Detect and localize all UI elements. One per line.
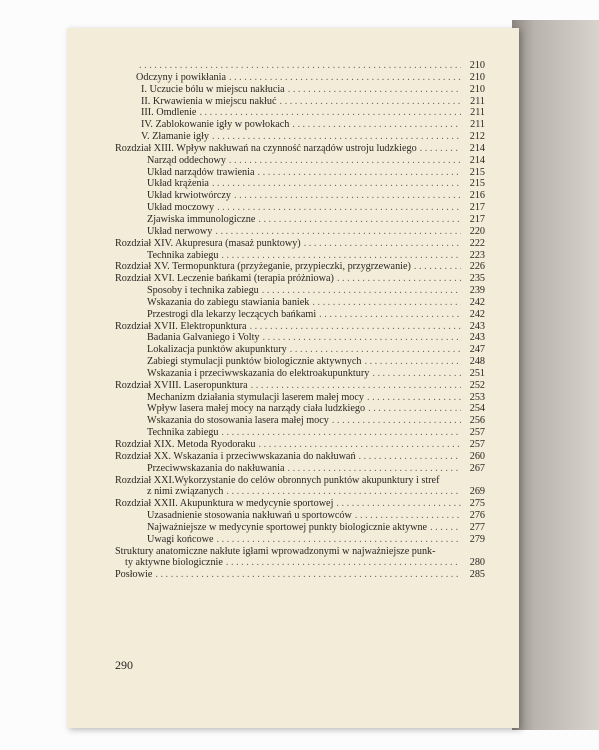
toc-entry bbox=[115, 427, 485, 439]
toc-entry-title: Rozdział XVI. Leczenie bańkami (terapia próżniowa) bbox=[115, 273, 337, 285]
toc-entry-page: 212 bbox=[461, 131, 485, 143]
toc-entry-title: Mechanizm działania stymulacji laserem małej mocy bbox=[147, 392, 367, 404]
toc-entry bbox=[115, 72, 485, 84]
toc-leader-dots bbox=[287, 463, 461, 475]
toc-leader-dots bbox=[367, 392, 461, 404]
toc-entry-page: 226 bbox=[461, 261, 485, 273]
toc-entry bbox=[115, 368, 485, 380]
toc-entry-title: Rozdział XIX. Metoda Ryodoraku bbox=[115, 439, 259, 451]
toc-entry-title: Sposoby i technika zabiegu bbox=[147, 285, 262, 297]
toc-entry bbox=[115, 226, 485, 238]
toc-leader-dots bbox=[420, 143, 461, 155]
toc-entry-page: 253 bbox=[461, 392, 485, 404]
toc-entry bbox=[115, 107, 485, 119]
toc-leader-dots bbox=[221, 427, 461, 439]
toc-entry bbox=[115, 119, 485, 131]
toc-entry-title: Przestrogi dla lekarzy leczących bańkami bbox=[147, 309, 319, 321]
toc-entry-page: 214 bbox=[461, 155, 485, 167]
toc-entry-title: Wpływ lasera małej mocy na narządy ciała ludzkiego bbox=[147, 403, 368, 415]
toc-leader-dots bbox=[337, 273, 461, 285]
toc-entry bbox=[115, 344, 485, 356]
toc-entry-title: Technika zabiegu bbox=[147, 427, 221, 439]
toc-entry-page: 277 bbox=[461, 522, 485, 534]
toc-entry-title: Rozdział XX. Wskazania i przeciwwskazania do nakłuwań bbox=[115, 451, 359, 463]
toc-entry-page: 243 bbox=[461, 332, 485, 344]
toc-entry bbox=[115, 392, 485, 404]
toc-leader-dots bbox=[319, 309, 461, 321]
toc-entry bbox=[115, 155, 485, 167]
toc-entry-page: 267 bbox=[461, 463, 485, 475]
toc-entry bbox=[115, 131, 485, 143]
toc-leader-dots bbox=[212, 131, 461, 143]
toc-entry-page: 242 bbox=[461, 309, 485, 321]
toc-leader-dots bbox=[442, 475, 461, 487]
toc-entry-title: II. Krwawienia w miejscu nakłuć bbox=[141, 96, 280, 108]
toc-entry bbox=[115, 356, 485, 368]
toc-entry-title: Wskazania do stosowania lasera małej mocy bbox=[147, 415, 332, 427]
toc-entry-title: Rozdział XIV. Akupresura (masaż punktowy) bbox=[115, 238, 304, 250]
toc-entry-title: Rozdział XV. Termopunktura (przyżeganie, przypieczki, przygrzewanie) bbox=[115, 261, 414, 273]
toc-entry-page: 275 bbox=[461, 498, 485, 510]
toc-entry-page: 211 bbox=[461, 107, 485, 119]
toc-leader-dots bbox=[199, 107, 461, 119]
toc-leader-dots bbox=[216, 534, 461, 546]
toc-leader-dots bbox=[336, 498, 461, 510]
toc-entry bbox=[115, 498, 485, 510]
toc-entry-title: z nimi związanych bbox=[147, 486, 226, 498]
toc-entry-page: 217 bbox=[461, 214, 485, 226]
toc-entry-title bbox=[136, 60, 139, 72]
toc-entry-title: III. Omdlenie bbox=[141, 107, 199, 119]
toc-leader-dots bbox=[217, 202, 461, 214]
toc-entry bbox=[115, 309, 485, 321]
toc-entry-title: V. Złamanie igły bbox=[141, 131, 212, 143]
toc-leader-dots bbox=[359, 451, 461, 463]
toc-leader-dots bbox=[290, 344, 461, 356]
toc-entry-page: 215 bbox=[461, 167, 485, 179]
toc-leader-dots bbox=[250, 321, 461, 333]
toc-entry-title: Struktury anatomiczne nakłute igłami wprowadzonymi w najważniejsze punk- bbox=[115, 546, 439, 558]
toc-entry-title: Rozdział XVIII. Laseropunktura bbox=[115, 380, 251, 392]
toc-entry-title: Rozdział XXII. Akupunktura w medycynie sportowej bbox=[115, 498, 336, 510]
next-page-edge bbox=[512, 20, 599, 730]
toc-entry bbox=[115, 202, 485, 214]
toc-entry-page: 256 bbox=[461, 415, 485, 427]
toc-leader-dots bbox=[288, 84, 461, 96]
toc-leader-dots bbox=[226, 486, 461, 498]
toc-entry-page: 211 bbox=[461, 96, 485, 108]
toc-entry-page: 257 bbox=[461, 427, 485, 439]
toc-entry-title: Badania Galvaniego i Volty bbox=[147, 332, 263, 344]
toc-entry bbox=[115, 475, 485, 487]
toc-entry bbox=[115, 332, 485, 344]
toc-entry-title: Technika zabiegu bbox=[147, 250, 221, 262]
toc-leader-dots bbox=[258, 214, 461, 226]
toc-entry-page bbox=[461, 475, 485, 487]
toc-entry bbox=[115, 569, 485, 581]
toc-entry-title: Układ krwiotwórczy bbox=[147, 190, 234, 202]
toc-entry-page: 220 bbox=[461, 226, 485, 238]
toc-entry bbox=[115, 522, 485, 534]
toc-entry-page: 222 bbox=[461, 238, 485, 250]
toc-entry-page: 248 bbox=[461, 356, 485, 368]
toc-leader-dots bbox=[280, 96, 461, 108]
toc-entry bbox=[115, 415, 485, 427]
toc-entry-title: Odczyny i powikłania bbox=[136, 72, 229, 84]
toc-entry-title: Zjawiska immunologiczne bbox=[147, 214, 258, 226]
toc-leader-dots bbox=[258, 167, 462, 179]
toc-leader-dots bbox=[263, 332, 461, 344]
toc-leader-dots bbox=[155, 569, 461, 581]
toc-entry-title: Najważniejsze w medycynie sportowej punkty biologicznie aktywne bbox=[147, 522, 430, 534]
toc-entry bbox=[115, 96, 485, 108]
toc-entry bbox=[115, 261, 485, 273]
toc-entry-title: Narząd oddechowy bbox=[147, 155, 229, 167]
toc-leader-dots bbox=[212, 178, 461, 190]
toc-entry-title: Rozdział XIII. Wpływ nakłuwań na czynność narządów ustroju ludzkiego bbox=[115, 143, 420, 155]
toc-entry-title: Wskazania do zabiegu stawiania baniek bbox=[147, 297, 312, 309]
toc-entry-page: 217 bbox=[461, 202, 485, 214]
toc-entry-title: Uwagi końcowe bbox=[147, 534, 216, 546]
toc-entry-page: 257 bbox=[461, 439, 485, 451]
toc-entry-page: 276 bbox=[461, 510, 485, 522]
toc-entry-page: 254 bbox=[461, 403, 485, 415]
toc-leader-dots bbox=[259, 439, 462, 451]
toc-leader-dots bbox=[355, 510, 461, 522]
toc-entry bbox=[115, 451, 485, 463]
toc-entry-title: Posłowie bbox=[115, 569, 155, 581]
table-of-contents bbox=[115, 60, 485, 581]
toc-leader-dots bbox=[414, 261, 461, 273]
toc-entry bbox=[115, 285, 485, 297]
toc-entry-page: 279 bbox=[461, 534, 485, 546]
toc-entry-title: Rozdział XVII. Elektropunktura bbox=[115, 321, 250, 333]
toc-leader-dots bbox=[139, 60, 461, 72]
toc-entry bbox=[115, 84, 485, 96]
toc-entry-page: 280 bbox=[461, 557, 485, 569]
toc-entry bbox=[115, 238, 485, 250]
toc-entry-page: 235 bbox=[461, 273, 485, 285]
toc-entry-page: 210 bbox=[461, 60, 485, 72]
toc-entry-page: 216 bbox=[461, 190, 485, 202]
toc-leader-dots bbox=[312, 297, 461, 309]
toc-entry-page: 269 bbox=[461, 486, 485, 498]
toc-entry-title: Układ krążenia bbox=[147, 178, 212, 190]
toc-entry-title: ty aktywne biologicznie bbox=[125, 557, 226, 569]
toc-entry-title: Lokalizacja punktów akupunktury bbox=[147, 344, 290, 356]
toc-leader-dots bbox=[215, 226, 461, 238]
toc-entry bbox=[115, 534, 485, 546]
toc-entry-page: 243 bbox=[461, 321, 485, 333]
toc-entry-page: 223 bbox=[461, 250, 485, 262]
toc-entry bbox=[115, 510, 485, 522]
toc-leader-dots bbox=[251, 380, 461, 392]
toc-leader-dots bbox=[304, 238, 461, 250]
toc-leader-dots bbox=[332, 415, 461, 427]
toc-entry bbox=[115, 214, 485, 226]
toc-leader-dots bbox=[368, 403, 461, 415]
toc-entry-title: Przeciwwskazania do nakłuwania bbox=[147, 463, 287, 475]
toc-leader-dots bbox=[292, 119, 461, 131]
toc-leader-dots bbox=[430, 522, 461, 534]
toc-entry bbox=[115, 273, 485, 285]
page-number: 290 bbox=[115, 658, 133, 672]
toc-entry-title: I. Uczucie bólu w miejscu nakłucia bbox=[141, 84, 288, 96]
toc-entry bbox=[115, 403, 485, 415]
toc-entry-page: 215 bbox=[461, 178, 485, 190]
toc-entry bbox=[115, 60, 485, 72]
toc-entry-page: 247 bbox=[461, 344, 485, 356]
toc-entry bbox=[115, 439, 485, 451]
toc-leader-dots bbox=[229, 72, 461, 84]
toc-entry bbox=[115, 143, 485, 155]
toc-entry-title: Układ nerwowy bbox=[147, 226, 215, 238]
toc-entry-page: 210 bbox=[461, 84, 485, 96]
toc-entry bbox=[115, 546, 485, 558]
toc-entry bbox=[115, 557, 485, 569]
toc-entry-title: Wskazania i przeciwwskazania do elektroakupunktury bbox=[147, 368, 372, 380]
toc-entry bbox=[115, 250, 485, 262]
toc-entry-page: 211 bbox=[461, 119, 485, 131]
toc-entry-title: Układ narządów trawienia bbox=[147, 167, 258, 179]
toc-entry-page: 251 bbox=[461, 368, 485, 380]
toc-entry bbox=[115, 321, 485, 333]
toc-entry-page: 214 bbox=[461, 143, 485, 155]
toc-entry-page: 210 bbox=[461, 72, 485, 84]
toc-entry-title: Uzasadnienie stosowania nakłuwań u sportowców bbox=[147, 510, 355, 522]
toc-entry-title: Rozdział XXI.Wykorzystanie do celów obronnych punktów akupunktury i stref bbox=[115, 475, 442, 487]
toc-entry-page: 260 bbox=[461, 451, 485, 463]
toc-entry bbox=[115, 380, 485, 392]
toc-leader-dots bbox=[234, 190, 461, 202]
toc-entry-page: 285 bbox=[461, 569, 485, 581]
toc-entry-title: Układ moczowy bbox=[147, 202, 217, 214]
toc-entry-page: 242 bbox=[461, 297, 485, 309]
toc-leader-dots bbox=[372, 368, 461, 380]
toc-leader-dots bbox=[229, 155, 461, 167]
toc-leader-dots bbox=[226, 557, 461, 569]
toc-leader-dots bbox=[221, 250, 461, 262]
toc-entry-page: 252 bbox=[461, 380, 485, 392]
toc-leader-dots bbox=[439, 546, 461, 558]
toc-entry bbox=[115, 486, 485, 498]
toc-leader-dots bbox=[364, 356, 461, 368]
toc-entry-page bbox=[461, 546, 485, 558]
toc-entry bbox=[115, 297, 485, 309]
toc-entry bbox=[115, 167, 485, 179]
toc-entry-title: IV. Zablokowanie igły w powłokach bbox=[141, 119, 292, 131]
toc-entry bbox=[115, 463, 485, 475]
toc-entry-title: Zabiegi stymulacji punktów biologicznie aktywnych bbox=[147, 356, 364, 368]
toc-entry bbox=[115, 190, 485, 202]
toc-entry-page: 239 bbox=[461, 285, 485, 297]
toc-entry bbox=[115, 178, 485, 190]
toc-leader-dots bbox=[262, 285, 461, 297]
